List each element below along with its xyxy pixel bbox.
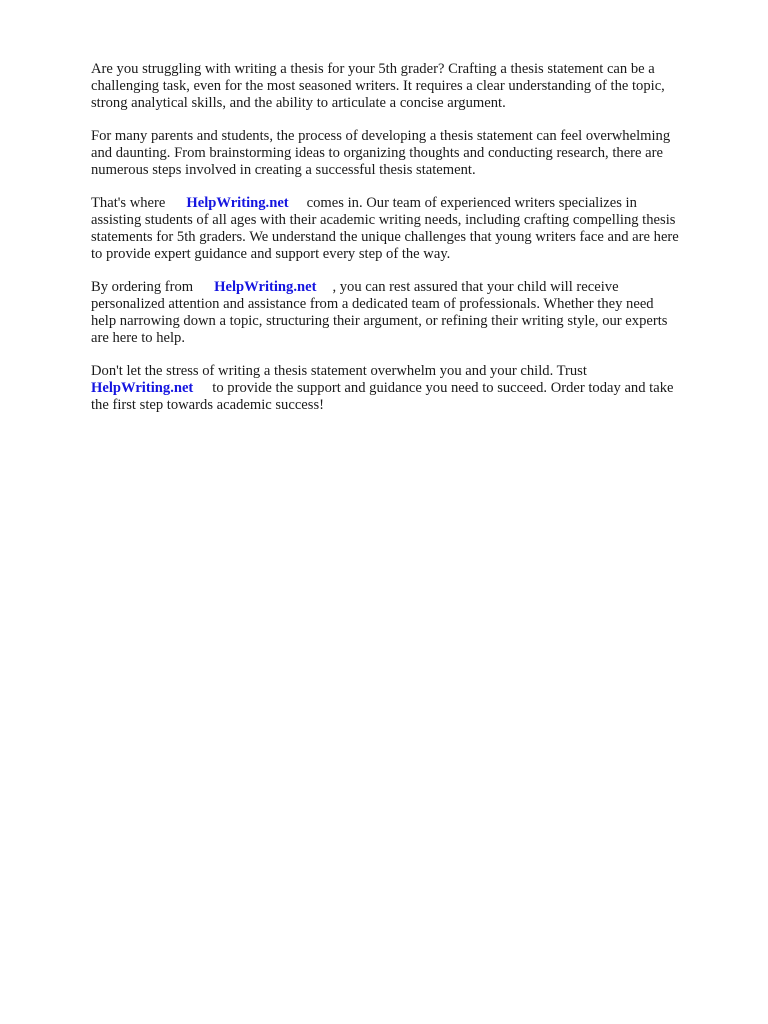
- helpwriting-link[interactable]: HelpWriting.net: [91, 380, 194, 396]
- text-line: assisting students of all ages with their academic writing needs, including crafting compelling thesis: [91, 212, 676, 228]
- text-line: [91, 279, 731, 296]
- text-line: help narrowing down a topic, structuring their argument, or refining their writing style, our experts: [91, 313, 668, 329]
- paragraph-challenges: [91, 128, 731, 179]
- paragraph-call-to-action: [91, 363, 731, 414]
- paragraph-service: [91, 195, 731, 263]
- text-line: and daunting. From brainstorming ideas to organizing thoughts and conducting research, there are: [91, 145, 663, 161]
- helpwriting-link[interactable]: HelpWriting.net: [186, 195, 289, 211]
- text-line: Are you struggling with writing a thesis for your 5th grader? Crafting a thesis statement can be a: [91, 61, 655, 77]
- text-line: Don't let the stress of writing a thesis statement overwhelm you and your child. Trust: [91, 363, 587, 379]
- text-segment: comes in. Our team of experienced writers specializes in: [306, 195, 637, 211]
- text-line: [91, 380, 731, 397]
- text-line: are here to help.: [91, 330, 185, 346]
- paragraph-ordering: [91, 279, 731, 347]
- text-line: strong analytical skills, and the ability to articulate a concise argument.: [91, 95, 506, 111]
- text-segment: By ordering from: [91, 279, 194, 295]
- text-segment: That's where: [91, 195, 166, 211]
- text-line: statements for 5th graders. We understand the unique challenges that young writers face and are here: [91, 229, 679, 245]
- text-line: to provide expert guidance and support every step of the way.: [91, 246, 451, 262]
- text-line: For many parents and students, the process of developing a thesis statement can feel overwhelming: [91, 128, 671, 144]
- text-segment: to provide the support and guidance you need to succeed. Order today and take: [212, 380, 674, 396]
- paragraph-intro: [91, 61, 731, 112]
- text-line: [91, 195, 731, 212]
- text-line: the first step towards academic success!: [91, 397, 325, 413]
- helpwriting-link[interactable]: HelpWriting.net: [214, 279, 317, 295]
- text-segment: , you can rest assured that your child will receive: [332, 279, 619, 295]
- text-line: numerous steps involved in creating a successful thesis statement.: [91, 162, 476, 178]
- document-body: [91, 61, 731, 430]
- text-line: personalized attention and assistance from a dedicated team of professionals. Whether they need: [91, 296, 654, 312]
- text-line: challenging task, even for the most seasoned writers. It requires a clear understanding of the topic,: [91, 78, 665, 94]
